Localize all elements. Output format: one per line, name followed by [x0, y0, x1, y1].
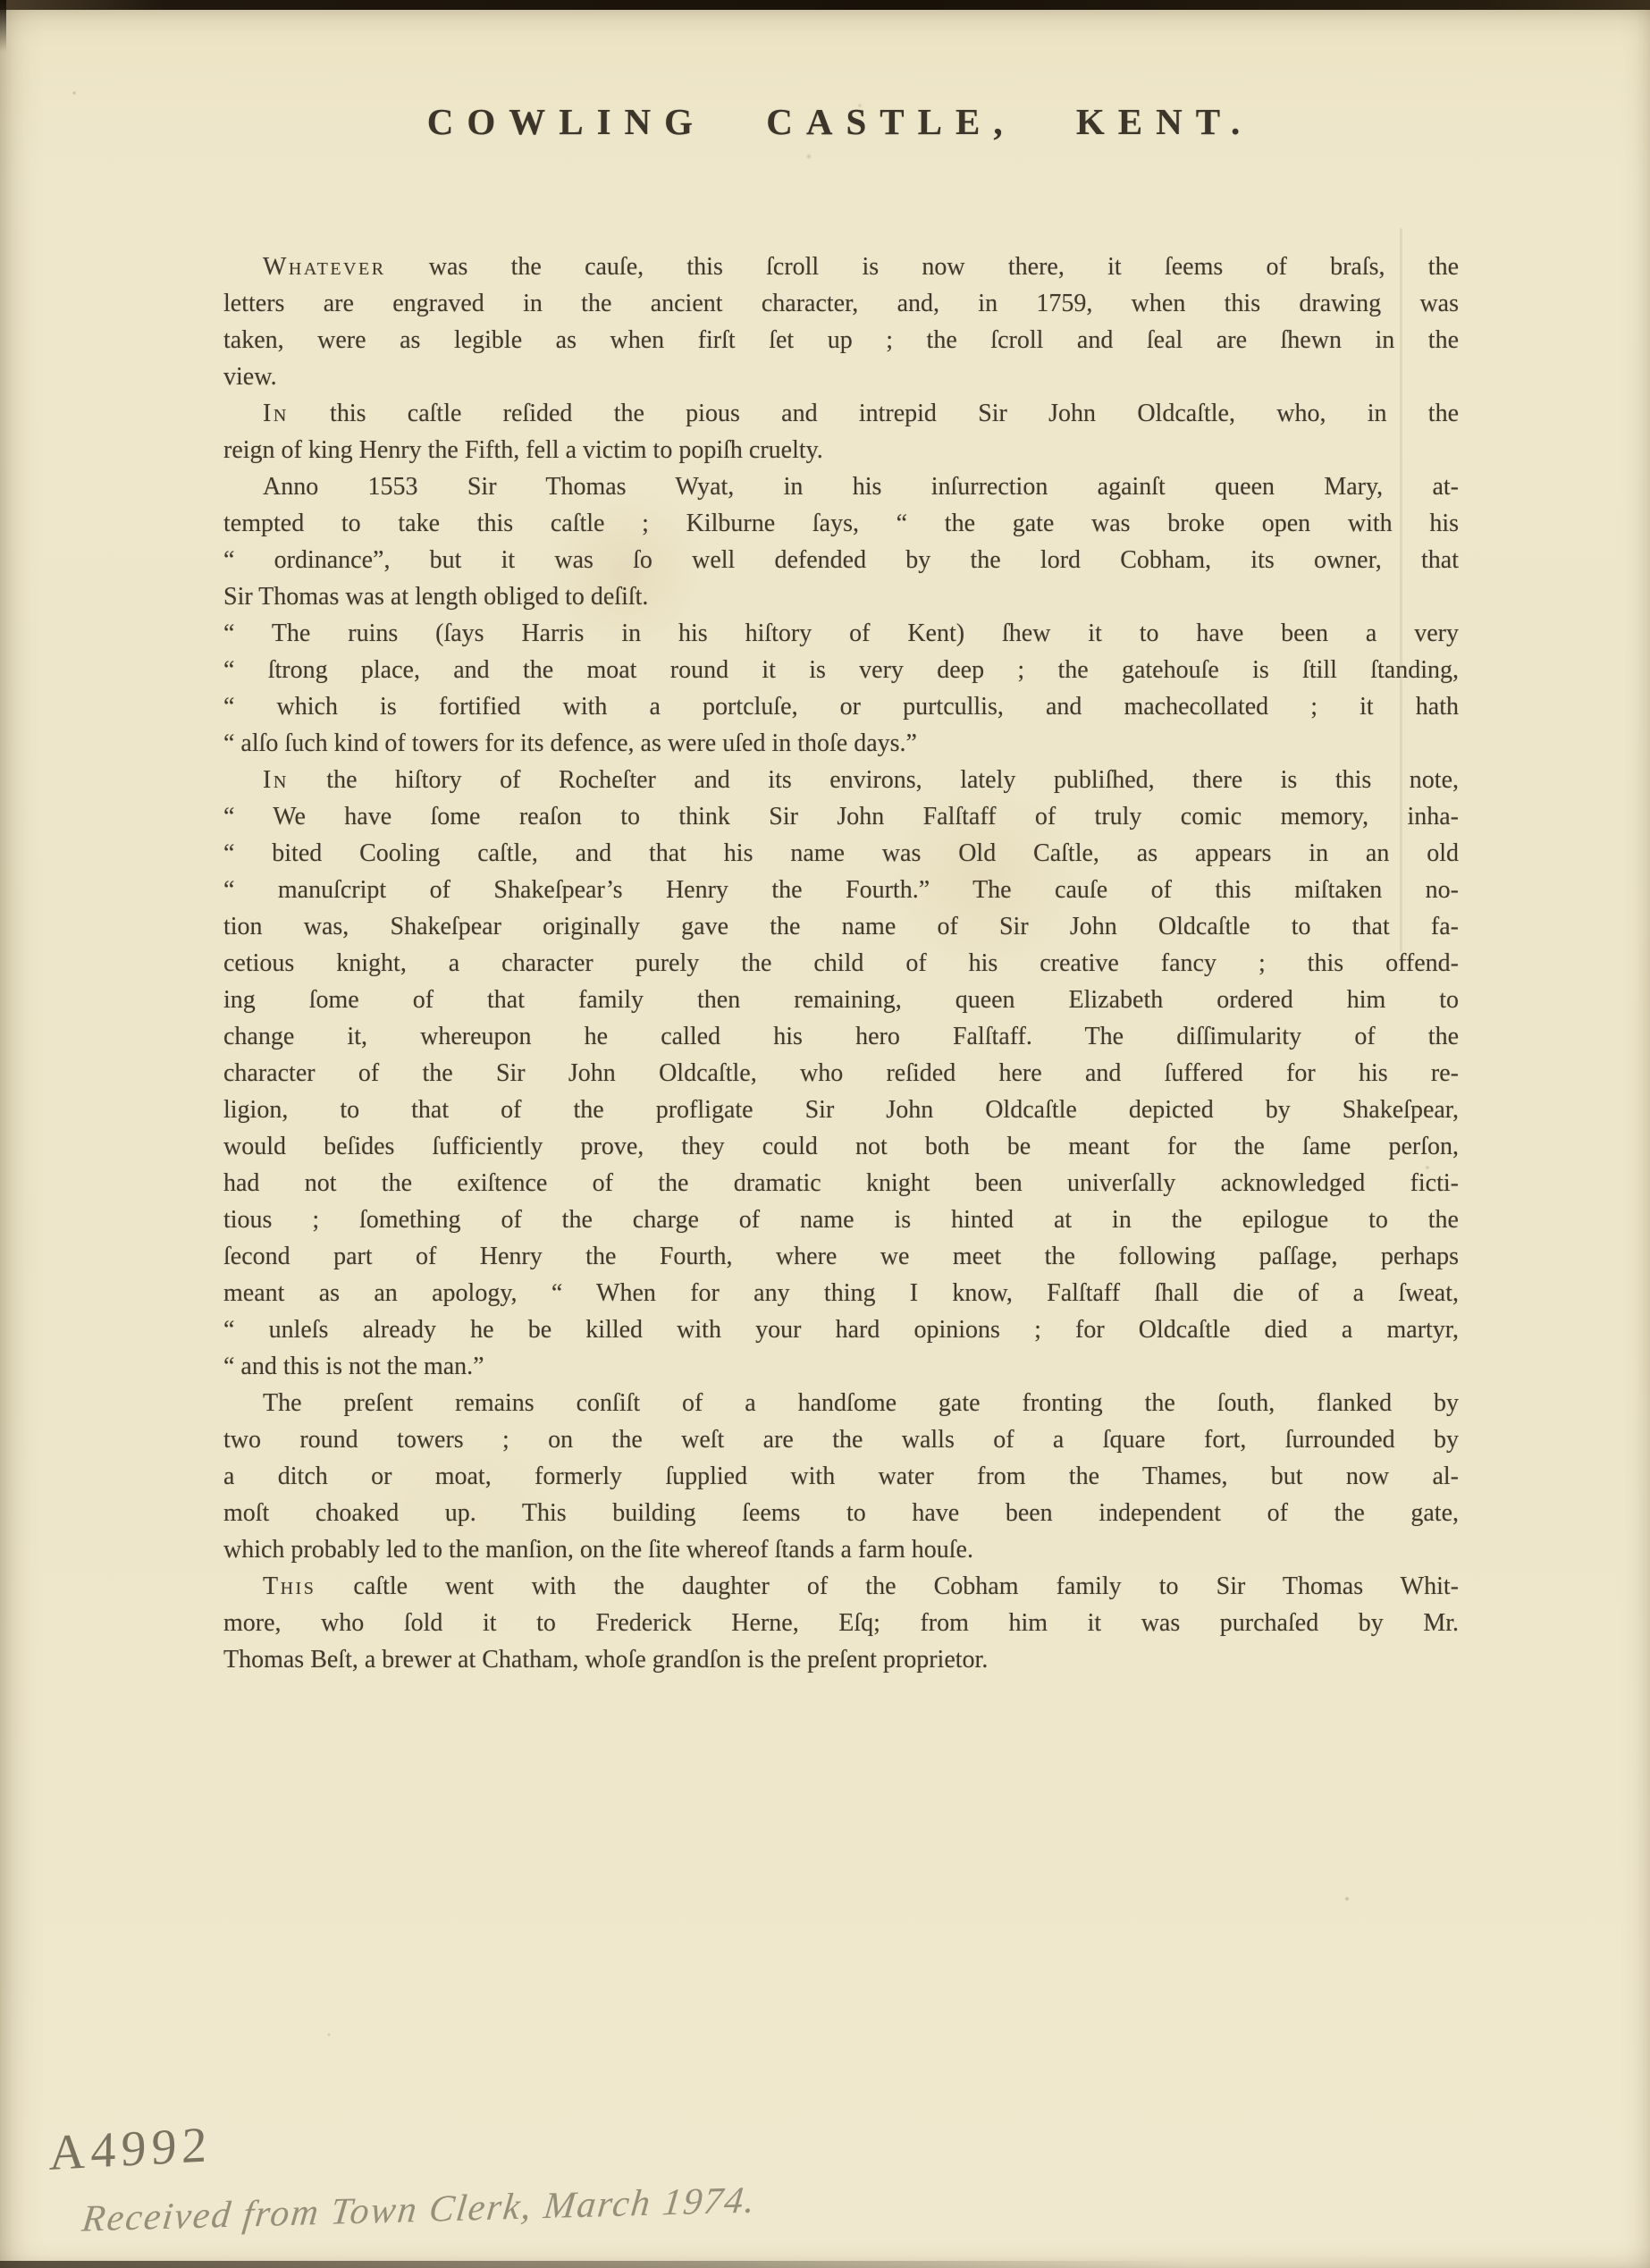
text-line: which probably led to the manſion, on the ſite whereof ſtands a farm houſe.	[223, 1536, 973, 1564]
text-line: would beſides ſufficiently prove, they could not both be meant for the ſame perſon,	[223, 1133, 1459, 1160]
text-line: ſecond part of Henry the Fourth, where we meet the following paſſage, perhaps	[223, 1243, 1459, 1270]
text-line: In this caſtle reſided the pious and intrepid Sir John Oldcaſtle, who, in the	[263, 400, 1459, 427]
text-line: cetious knight, a character purely the child of his creative fancy ; this offend-	[223, 949, 1459, 977]
text-line: more, who ſold it to Frederick Herne, Eſq; from him it was purchaſed by Mr.	[223, 1609, 1459, 1637]
text-line: moſt choaked up. This building ſeems to have been independent of the gate,	[223, 1499, 1459, 1527]
text-line: two round towers ; on the weſt are the walls of a ſquare fort, ſurrounded by	[223, 1426, 1459, 1454]
text-line: ing ſome of that family then remaining, queen Elizabeth ordered him to	[223, 986, 1459, 1014]
text-line: “ ordinance”, but it was ſo well defended by the lord Cobham, its owner, that	[223, 546, 1459, 574]
text-line: “ bited Cooling caſtle, and that his name was Old Caſtle, as appears in an old	[223, 839, 1459, 867]
text-line: “ manuſcript of Shakeſpear’s Henry the Fourth.” The cauſe of this miſtaken no-	[223, 876, 1459, 904]
text-line: In the hiſtory of Rocheſter and its environs, lately publiſhed, there is this note,	[263, 766, 1459, 794]
text-line: “ unleſs already he be killed with your hard opinions ; for Oldcaſtle died a martyr,	[223, 1316, 1459, 1344]
text-line: tion was, Shakeſpear originally gave the name of Sir John Oldcaſtle to that fa-	[223, 913, 1459, 940]
text-line: reign of king Henry the Fifth, fell a victim to popiſh cruelty.	[223, 436, 823, 464]
text-line: “ The ruins (ſays Harris in his hiſtory of Kent) ſhew it to have been a very	[223, 620, 1459, 647]
received-note-handwriting: Received from Town Clerk, March 1974.	[80, 2179, 759, 2240]
paragraph-lead: In	[263, 400, 289, 427]
paragraph-lead: Whatever	[263, 253, 386, 281]
text-line: taken, were as legible as when firſt ſet up ; the ſcroll and ſeal are ſhewn in the	[223, 326, 1459, 354]
text-line: This caſtle went with the daughter of the Cobham family to Sir Thomas Whit-	[263, 1572, 1459, 1600]
text-line: change it, whereupon he called his hero Falſtaff. The diſſimularity of the	[223, 1023, 1459, 1050]
text-line: letters are engraved in the ancient character, and, in 1759, when this drawing was	[223, 290, 1459, 317]
text-line: “ which is fortified with a portcluſe, or purtcullis, and machecollated ; it hath	[223, 693, 1459, 721]
scan-edge-left	[0, 0, 6, 52]
text-line: “ alſo ſuch kind of towers for its defence, as were uſed in thoſe days.”	[223, 729, 917, 757]
text-line: tempted to take this caſtle ; Kilburne ſays, “ the gate was broke open with his	[223, 510, 1459, 537]
text-line: a ditch or moat, formerly ſupplied with water from the Thames, but now al-	[223, 1463, 1459, 1490]
text-line: “ ſtrong place, and the moat round it is very deep ; the gatehouſe is ſtill ſtanding,	[223, 656, 1459, 684]
text-line: Anno 1553 Sir Thomas Wyat, in his inſurrection againſt queen Mary, at-	[263, 473, 1459, 501]
text-line: The preſent remains conſiſt of a handſome gate fronting the ſouth, flanked by	[263, 1389, 1459, 1417]
text-line: tious ; ſomething of the charge of name is hinted at in the epilogue to the	[223, 1206, 1459, 1234]
paragraph-lead: This	[263, 1572, 316, 1600]
text-line: Thomas Beſt, a brewer at Chatham, whoſe grandſon is the preſent proprietor.	[223, 1646, 989, 1674]
text-block	[223, 249, 1459, 1678]
text-line: “ and this is not the man.”	[223, 1353, 484, 1380]
text-line: meant as an apology, “ When for any thing I know, Falſtaff ſhall die of a ſweat,	[223, 1279, 1459, 1307]
text-line: had not the exiſtence of the dramatic knight been univerſally acknowledged ficti-	[223, 1169, 1459, 1197]
text-line: ligion, to that of the profligate Sir John Oldcaſtle depicted by Shakeſpear,	[223, 1096, 1459, 1124]
text-line: “ We have ſome reaſon to think Sir John Falſtaff of truly comic memory, inha-	[223, 803, 1459, 830]
scan-edge-bottom	[0, 2261, 1188, 2268]
paragraph-lead: In	[263, 766, 289, 794]
page-title: COWLING CASTLE, KENT.	[426, 101, 1254, 142]
scan-edge-top	[0, 0, 1650, 10]
text-line: Sir Thomas was at length obliged to deſiſt.	[223, 583, 649, 611]
catalog-number-handwriting: A4992	[48, 2117, 213, 2181]
text-line: Whatever was the cauſe, this ſcroll is now there, it ſeems of braſs, the	[263, 253, 1459, 281]
text-line: view.	[223, 363, 277, 391]
text-line: character of the Sir John Oldcaſtle, who reſided here and ſuffered for his re-	[223, 1059, 1459, 1087]
